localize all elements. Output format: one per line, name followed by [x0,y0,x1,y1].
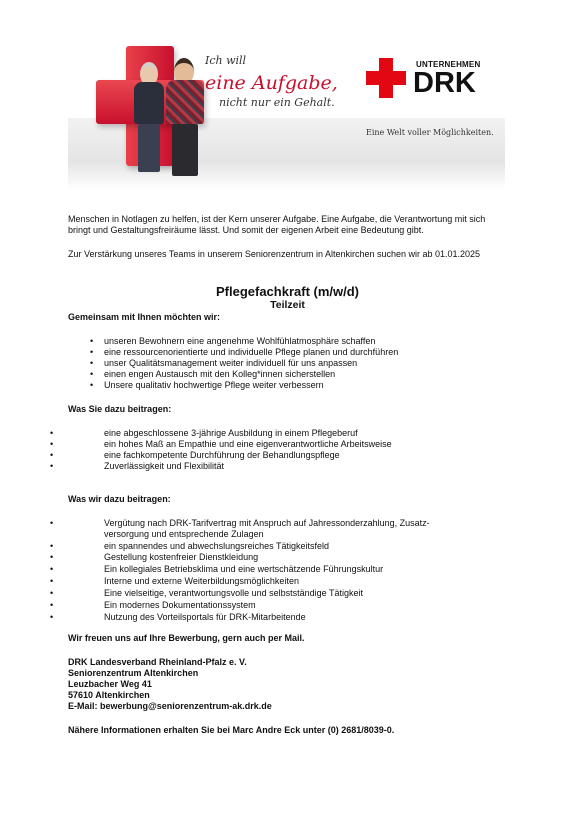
list-item: eine abgeschlossene 3-jährige Ausbildung in einem Pflegeberuf [104,428,358,438]
address-facility: Seniorenzentrum Altenkirchen [68,668,199,678]
contact-info: Nähere Informationen erhalten Sie bei Marc Andre Eck unter (0) 2681/8039-0. [68,725,395,735]
banner-tagline: Eine Welt voller Möglichkeiten. [366,128,494,137]
bullet-icon: • [50,439,54,449]
bullet-icon: • [90,358,94,368]
bullet-icon: • [50,564,54,574]
closing-text: Wir freuen uns auf Ihre Bewerbung, gern auch per Mail. [68,633,305,643]
bullet-icon: • [50,588,54,598]
bullet-icon: • [50,600,54,610]
bullet-icon: • [50,461,54,471]
job-subtitle: Teilzeit [270,299,305,311]
bullet-icon: • [90,347,94,357]
bullet-icon: • [50,541,54,551]
logo-drk-text: DRK [413,67,476,99]
intro-paragraph: Menschen in Notlagen zu helfen, ist der Kern unserer Aufgabe. Eine Aufgabe, die Verantwortung mit sich bringt und Gestaltungsfreiräume lässt. Und somit der eigenen Arbeit eine Bedeutung gibt. [68,214,486,235]
section2-heading: Was Sie dazu beitragen: [68,404,172,414]
list-item: Vergütung nach DRK-Tarifvertrag mit Anspruch auf Jahressonderzahlung, Zusatz- [104,518,430,528]
list-item: Interne und externe Weiterbildungsmöglichkeiten [104,576,299,586]
bullet-icon: • [90,336,94,346]
slogan-line-1: Ich will [205,54,247,67]
list-item: Eine vielseitige, verantwortungsvolle und selbstständige Tätigkeit [104,588,363,598]
bullet-icon: • [50,428,54,438]
person-man-legs [172,124,198,176]
section3-heading: Was wir dazu beitragen: [68,494,171,504]
bullet-icon: • [50,612,54,622]
list-item: Unsere qualitativ hochwertige Pflege weiter verbessern [104,380,324,390]
person-man-body [166,80,204,124]
person-woman-legs [138,124,160,172]
list-item: Gestellung kostenfreier Dienstkleidung [104,552,259,562]
list-item: unser Qualitätsmanagement weiter individuell für uns anpassen [104,358,358,368]
slogan-line-3: nicht nur ein Gehalt. [219,96,335,109]
bullet-icon: • [90,369,94,379]
section1-heading: Gemeinsam mit Ihnen möchten wir: [68,312,221,322]
person-woman-body [134,82,164,124]
drk-cross-logo-icon [366,58,406,98]
address-city: 57610 Altenkirchen [68,690,150,700]
logo-unternehmen-text: UNTERNEHMEN [416,60,481,69]
bullet-icon: • [90,380,94,390]
list-item: Zuverlässigkeit und Flexibilität [104,461,225,471]
list-item: eine fachkompetente Durchführung der Behandlungspflege [104,450,340,460]
bullet-icon: • [50,518,54,528]
bullet-icon: • [50,450,54,460]
address-org: DRK Landesverband Rheinland-Pfalz e. V. [68,657,247,667]
list-item: Ein kollegiales Betriebsklima und eine wertschätzende Führungskultur [104,564,384,574]
list-item: ein hohes Maß an Empathie und eine eigenverantwortliche Arbeitsweise [104,439,392,449]
bullet-icon: • [50,576,54,586]
address-street: Leuzbacher Weg 41 [68,679,152,689]
list-item: unseren Bewohnern eine angenehme Wohlfühlatmosphäre schaffen [104,336,376,346]
list-item-continuation: versorgung und entsprechende Zulagen [104,529,264,539]
address-email: E-Mail: bewerbung@seniorenzentrum-ak.drk.de [68,701,272,711]
intro-paragraph-2: Zur Verstärkung unseres Teams in unserem Seniorenzentrum in Altenkirchen suchen wir ab 01.01.2025 [68,249,481,259]
list-item: Ein modernes Dokumentationssystem [104,600,256,610]
list-item: eine ressourcenorientierte und individuelle Pflege planen und durchführen [104,347,399,357]
list-item: einen engen Austausch mit den Kolleg*innen sicherstellen [104,369,336,379]
job-title: Pflegefachkraft (m/w/d) [215,284,360,299]
list-item: Nutzung des Vorteilsportals für DRK-Mitarbeitende [104,612,306,622]
list-item: ein spannendes und abwechslungsreiches Tätigkeitsfeld [104,541,329,551]
bullet-icon: • [50,552,54,562]
slogan-line-2: eine Aufgabe, [205,72,338,94]
header-banner [68,40,505,190]
